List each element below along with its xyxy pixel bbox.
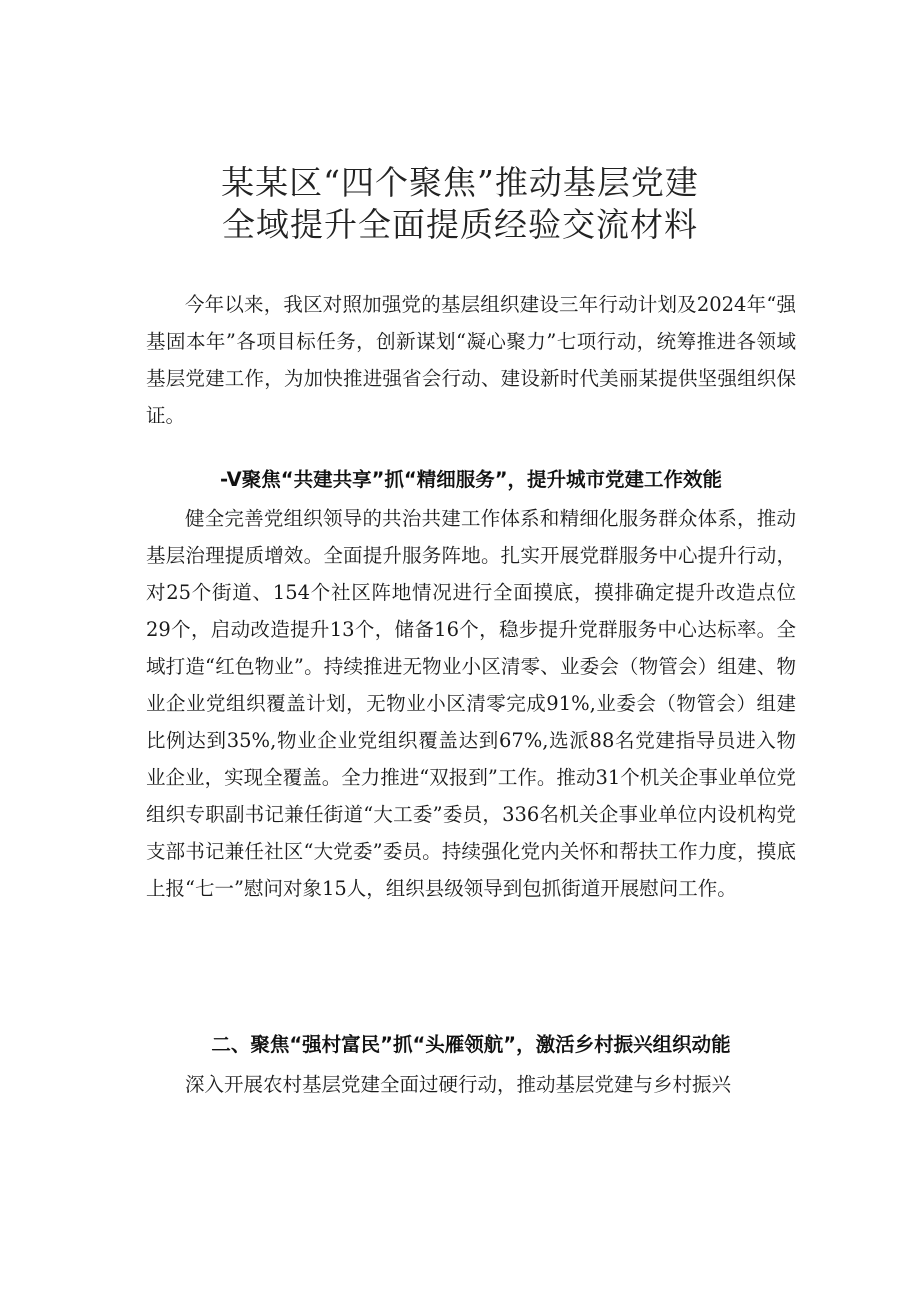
section-2-text: 深入开展农村基层党建全面过硬行动，推动基层党建与乡村振兴 bbox=[185, 1073, 732, 1096]
intro-paragraph bbox=[146, 286, 796, 434]
section-1-heading: -V聚焦“共建共享”抓“精细服务”，提升城市党建工作效能 bbox=[219, 468, 723, 491]
section-1-text: 健全完善党组织领导的共治共建工作体系和精细化服务群众体系，推动基层治理提质增效。全面提升服务阵地。扎实开展党群服务中心提升行动，对25个街道、154个社区阵地情况进行全面摸底，摸排确定提升改造点位29个，启动改造提升13个，储备16个，稳步提升党群服务中心达标率。全域打造“红色物业”。持续推进无物业小区清零、业委会（物管会）组建、物业企业党组织覆盖计划，无物业小区清零完成91%,业委会（物管会）组建比例达到35%,物业企业党组织覆盖达到67%,选派88名党建指导员进入物业企业，实现全覆盖。全力推进“双报到”工作。推动31个机关企事业单位党组织专职副书记兼任街道“大工委”委员，336名机关企事业单位内设机构党支部书记兼任社区“大党委”委员。持续强化党内关怀和帮扶工作力度，摸底上报“七一”慰问对象15人，组织县级领导到包抓街道开展慰问工作。 bbox=[146, 507, 796, 900]
document-title-line-1: 某某区“四个聚焦”推动基层党建 bbox=[221, 163, 699, 202]
section-2-paragraph bbox=[146, 1066, 796, 1103]
intro-text: 今年以来，我区对照加强党的基层组织建设三年行动计划及2024年“强基固本年”各项目标任务，创新谋划“凝心聚力”七项行动，统筹推进各领域基层党建工作，为加快推进强省会行动、建设新时代美丽某提供坚强组织保证。 bbox=[146, 293, 796, 427]
section-1-paragraph bbox=[146, 500, 796, 907]
section-2-heading: 二、聚焦“强村富民”抓“头雁领航”，激活乡村振兴组织动能 bbox=[211, 1033, 731, 1056]
document-title-line-2: 全域提升全面提质经验交流材料 bbox=[222, 205, 698, 244]
